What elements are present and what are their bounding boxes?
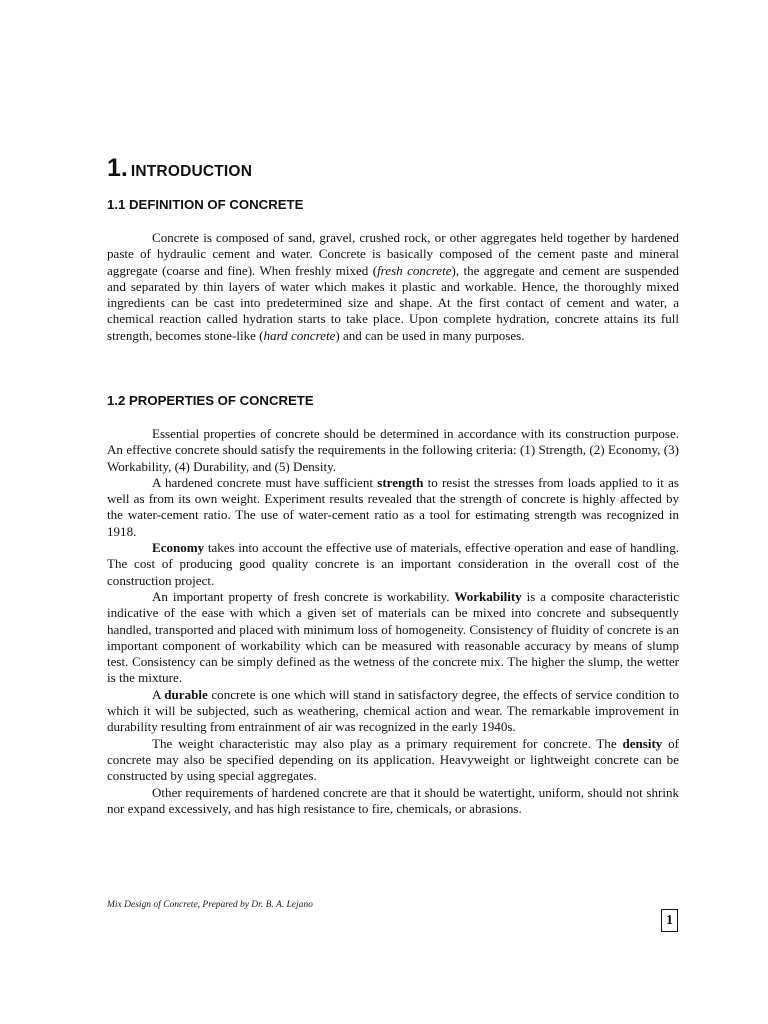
term-workability: Workability — [454, 588, 522, 604]
term-durable: durable — [164, 686, 208, 702]
paragraph: A durable concrete is one which will stand in satisfactory degree, the effects of service condition to which it will be subjected, such as weathering, chemical action and wear. The remarkable improvement in durability resulting from entrainment of air was recognized in the early 1940s. — [107, 686, 680, 735]
page-number: 1 — [661, 909, 678, 932]
chapter-heading — [107, 154, 252, 183]
paragraph: A hardened concrete must have sufficient strength to resist the stresses from loads applied to it as well as from its own weight. Experiment results revealed that the strength of concrete is highly affected by the water-cement ratio. The use of water-cement ratio as a tool for estimating strength was recognized in 1918. — [107, 474, 679, 539]
term-fresh-concrete: fresh concrete — [377, 262, 452, 278]
section-body-definition — [107, 230, 679, 344]
paragraph: The weight characteristic may also play as a primary requirement for concrete. The density of concrete may also be specified depending on its application. Heavyweight or lightweight concrete can be constructed by using special aggregates. — [107, 735, 679, 784]
page-footer: Mix Design of Concrete, Prepared by Dr. B. A. Lejano — [107, 900, 313, 910]
paragraph: Concrete is composed of sand, gravel, crushed rock, or other aggregates held together by hardened paste of hydraulic cement and water. Concrete is basically composed of the cement paste and mineral aggregate (coarse and fine). When freshly mixed (fresh concrete), the aggregate and cement are suspended and separated by thin layers of water which makes it plastic and workable. Hence, the thoroughly mixed ingredients can be cast into predetermined size and shape. At the first contact of cement and water, a chemical reaction called hydration starts to take place. Upon complete hydration, concrete attains its full strength, becomes stone-like (hard concrete) and can be used in many purposes. — [107, 230, 679, 343]
chapter-number: 1. — [107, 154, 128, 182]
section-heading-properties: 1.2 PROPERTIES OF CONCRETE — [107, 393, 314, 408]
paragraph: Essential properties of concrete should be determined in accordance with its construction purpose. An effective concrete should satisfy the requirements in the following criteria: (1) Strength, (2) Economy, (3) Workability, (4) Durability, and (5) Density. — [107, 426, 679, 474]
paragraph: Economy takes into account the effective use of materials, effective operation and ease of handling. The cost of producing good quality concrete is an important consideration in the overall cost of the construction project. — [107, 540, 679, 588]
term-density: density — [622, 735, 663, 751]
term-hard-concrete: hard concrete — [263, 327, 336, 343]
section-heading-definition: 1.1 DEFINITION OF CONCRETE — [107, 197, 304, 212]
paragraph: Other requirements of hardened concrete are that it should be watertight, uniform, should not shrink nor expand excessively, and has high resistance to fire, chemicals, or abrasions. — [107, 784, 679, 816]
section-body-properties — [107, 426, 679, 817]
term-economy: Economy — [152, 540, 205, 556]
term-strength: strength — [377, 474, 424, 490]
paragraph: An important property of fresh concrete is workability. Workability is a composite characteristic indicative of the ease with which a given set of materials can be mixed into concrete and subsequently handled, transported and placed with minimum loss of homogeneity. Consistency of fluidity of concrete is an important component of workability which can be measured with reasonable accuracy by means of slump test. Consistency can be simply defined as the wetness of the concrete mix. The higher the slump, the wetter is the mixture. — [107, 588, 679, 686]
chapter-title: INTRODUCTION — [130, 163, 253, 180]
